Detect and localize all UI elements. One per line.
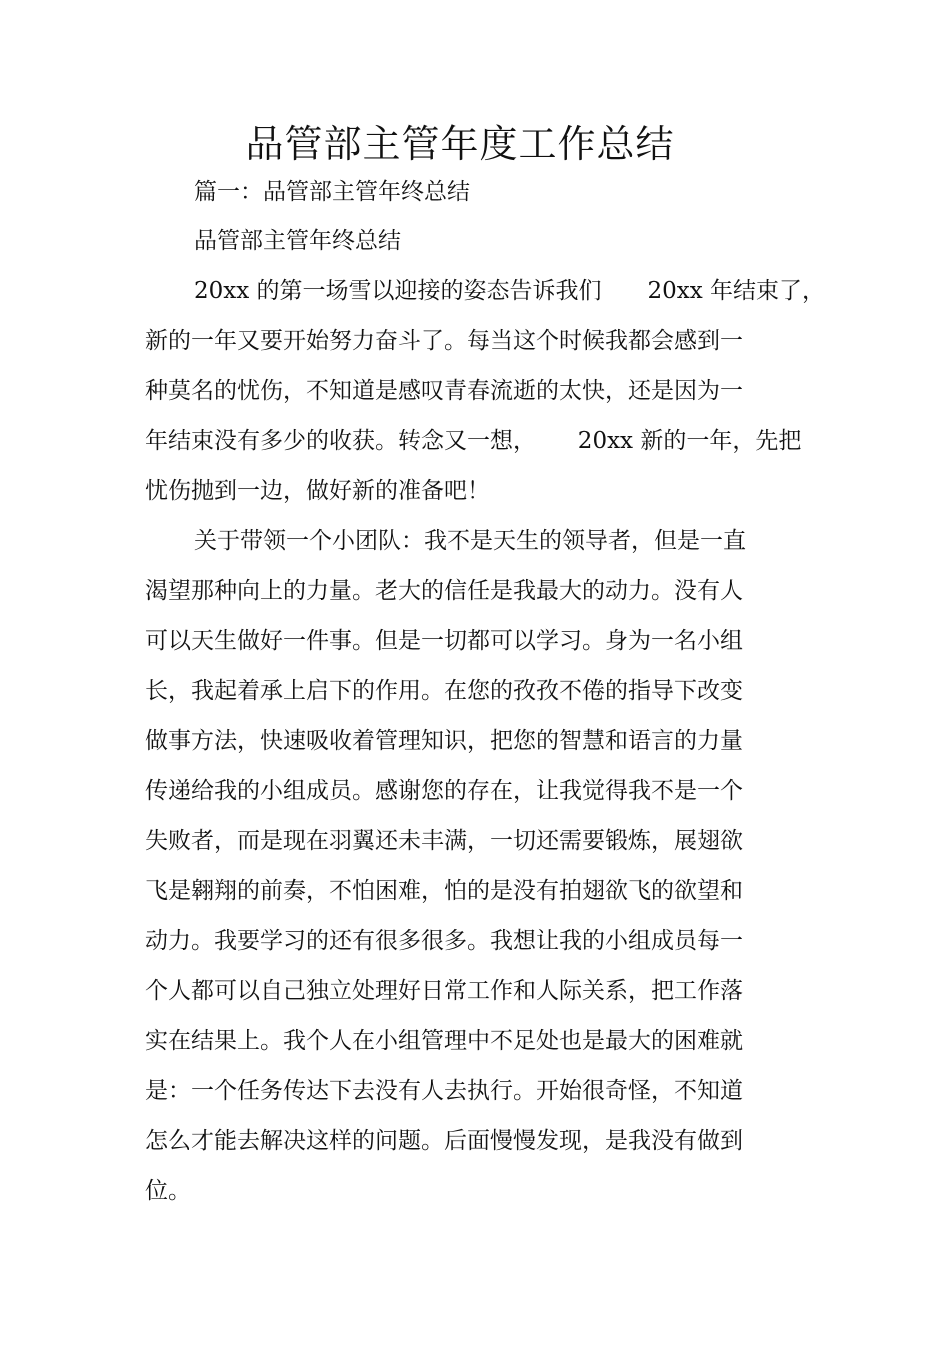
document-title: 品管部主管年度工作总结 (245, 122, 675, 166)
paragraph2-line-9: 动力。我要学习的还有很多很多。我想让我的小组成员每一 (145, 928, 743, 954)
paragraph2-line-11: 实在结果上。我个人在小组管理中不足处也是最大的困难就 (145, 1028, 743, 1054)
paragraph2-line-4: 长，我起着承上启下的作用。在您的孜孜不倦的指导下改变 (145, 678, 743, 704)
paragraph2-line-3: 可以天生做好一件事。但是一切都可以学习。身为一名小组 (145, 628, 743, 654)
section-heading: 篇一：品管部主管年终总结 (194, 179, 470, 205)
paragraph1-line-3: 种莫名的忧伤，不知道是感叹青春流逝的太快，还是因为一 (145, 378, 743, 404)
paragraph2-line-7: 失败者，而是现在羽翼还未丰满，一切还需要锻炼，展翅欲 (145, 828, 743, 854)
paragraph1-line-1: 20xx 的第一场雪以迎接的姿态告诉我们 20xx 年结束了， (194, 278, 826, 304)
paragraph1-line-2: 新的一年又要开始努力奋斗了。每当这个时候我都会感到一 (145, 328, 743, 354)
paragraph2-line-2: 渴望那种向上的力量。老大的信任是我最大的动力。没有人 (145, 578, 743, 604)
paragraph2-line-1: 关于带领一个小团队：我不是天生的领导者，但是一直 (194, 528, 746, 554)
paragraph2-line-10: 个人都可以自己独立处理好日常工作和人际关系，把工作落 (145, 978, 743, 1004)
subheading: 品管部主管年终总结 (194, 228, 401, 254)
paragraph1-line-4: 年结束没有多少的收获。转念又一想， 20xx 新的一年，先把 (145, 428, 802, 454)
paragraph2-line-6: 传递给我的小组成员。感谢您的存在，让我觉得我不是一个 (145, 778, 743, 804)
paragraph2-line-5: 做事方法，快速吸收着管理知识，把您的智慧和语言的力量 (145, 728, 743, 754)
paragraph2-line-14: 位。 (145, 1178, 191, 1204)
paragraph2-line-12: 是：一个任务传达下去没有人去执行。开始很奇怪，不知道 (145, 1078, 743, 1104)
paragraph2-line-8: 飞是翱翔的前奏，不怕困难，怕的是没有拍翅欲飞的欲望和 (145, 878, 743, 904)
paragraph1-line-5: 忧伤抛到一边，做好新的准备吧！ (145, 478, 490, 504)
paragraph2-line-13: 怎么才能去解决这样的问题。后面慢慢发现，是我没有做到 (145, 1128, 743, 1154)
